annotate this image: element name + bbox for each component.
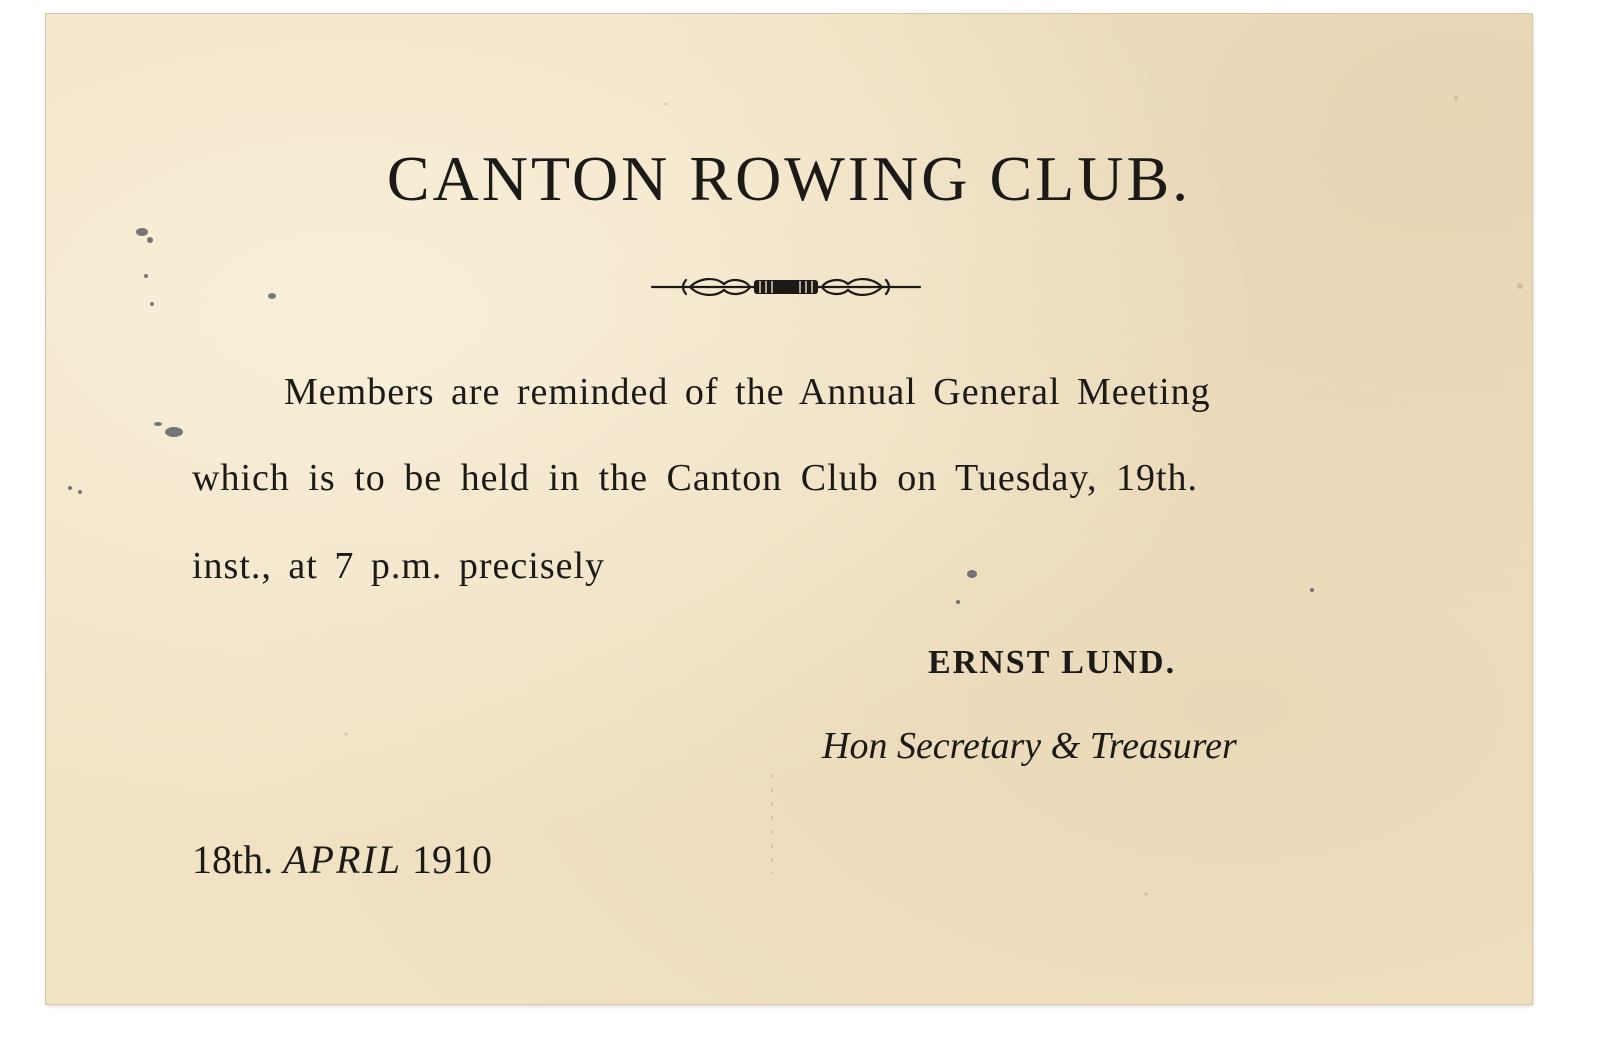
body-line-1: Members are reminded of the Annual General Meeting — [284, 371, 1211, 413]
ornamental-divider-icon — [650, 272, 922, 302]
body-line-3: inst., at 7 p.m. precisely — [192, 545, 606, 587]
issue-date — [192, 836, 492, 883]
club-title: CANTON ROWING CLUB. — [386, 143, 1192, 214]
signer-name: ERNST LUND. — [928, 644, 1177, 681]
date-year: 1910 — [412, 837, 492, 882]
invitation-card — [46, 14, 1532, 1004]
date-month: APRIL — [283, 837, 402, 882]
date-day: 18th. — [192, 837, 274, 882]
body-line-2: which is to be held in the Canton Club on Tuesday, 19th. — [192, 457, 1199, 499]
signer-role: Hon Secretary & Treasurer — [822, 725, 1237, 767]
